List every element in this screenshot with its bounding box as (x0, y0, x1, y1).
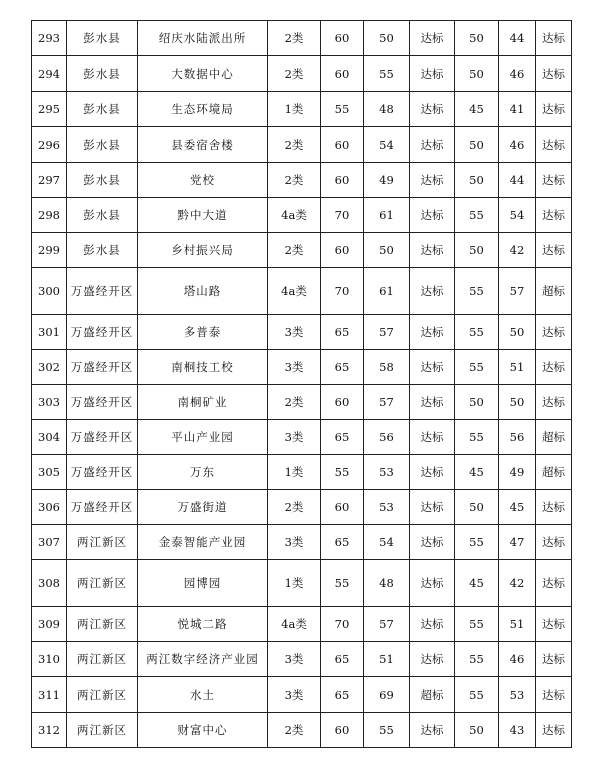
night-status-cell: 达标 (536, 163, 572, 198)
table-row (32, 315, 572, 350)
night-measured-cell: 51 (499, 607, 536, 642)
day-status-cell: 达标 (410, 268, 455, 315)
site-name-cell: 园博园 (138, 560, 268, 607)
category-cell: 4a类 (268, 198, 321, 233)
district-cell: 万盛经开区 (67, 490, 138, 525)
day-status-cell: 达标 (410, 315, 455, 350)
table-row (32, 268, 572, 315)
district-cell: 万盛经开区 (67, 420, 138, 455)
night-limit-cell: 55 (455, 642, 499, 677)
night-status-cell: 达标 (536, 560, 572, 607)
night-measured-cell: 42 (499, 560, 536, 607)
row-number: 293 (32, 21, 67, 56)
category-cell: 3类 (268, 315, 321, 350)
category-cell: 2类 (268, 713, 321, 748)
row-number: 310 (32, 642, 67, 677)
day-limit-cell: 65 (321, 420, 364, 455)
category-cell: 2类 (268, 127, 321, 163)
night-status-cell: 达标 (536, 198, 572, 233)
night-status-cell: 达标 (536, 642, 572, 677)
site-name-cell: 生态环境局 (138, 92, 268, 127)
category-cell: 2类 (268, 385, 321, 420)
table-row (32, 198, 572, 233)
site-name-cell: 黔中大道 (138, 198, 268, 233)
district-cell: 万盛经开区 (67, 350, 138, 385)
day-status-cell: 达标 (410, 420, 455, 455)
table-row (32, 455, 572, 490)
day-limit-cell: 60 (321, 233, 364, 268)
day-measured-cell: 49 (364, 163, 410, 198)
day-limit-cell: 70 (321, 607, 364, 642)
site-name-cell: 大数据中心 (138, 56, 268, 92)
district-cell: 彭水县 (67, 92, 138, 127)
site-name-cell: 塔山路 (138, 268, 268, 315)
table-row (32, 642, 572, 677)
night-limit-cell: 55 (455, 350, 499, 385)
table-row (32, 127, 572, 163)
category-cell: 3类 (268, 642, 321, 677)
night-limit-cell: 45 (455, 92, 499, 127)
night-measured-cell: 41 (499, 92, 536, 127)
night-measured-cell: 53 (499, 677, 536, 713)
day-status-cell: 达标 (410, 642, 455, 677)
row-number: 305 (32, 455, 67, 490)
day-status-cell: 达标 (410, 56, 455, 92)
night-limit-cell: 50 (455, 385, 499, 420)
category-cell: 3类 (268, 677, 321, 713)
day-status-cell: 达标 (410, 92, 455, 127)
day-measured-cell: 50 (364, 233, 410, 268)
night-status-cell: 达标 (536, 56, 572, 92)
day-limit-cell: 65 (321, 315, 364, 350)
night-measured-cell: 56 (499, 420, 536, 455)
night-status-cell: 超标 (536, 455, 572, 490)
night-limit-cell: 45 (455, 560, 499, 607)
night-status-cell: 超标 (536, 420, 572, 455)
category-cell: 1类 (268, 455, 321, 490)
district-cell: 两江新区 (67, 713, 138, 748)
category-cell: 2类 (268, 233, 321, 268)
row-number: 295 (32, 92, 67, 127)
day-status-cell: 达标 (410, 490, 455, 525)
night-measured-cell: 47 (499, 525, 536, 560)
district-cell: 两江新区 (67, 677, 138, 713)
district-cell: 两江新区 (67, 560, 138, 607)
day-measured-cell: 58 (364, 350, 410, 385)
day-measured-cell: 54 (364, 525, 410, 560)
night-measured-cell: 44 (499, 21, 536, 56)
district-cell: 两江新区 (67, 642, 138, 677)
day-limit-cell: 60 (321, 163, 364, 198)
day-status-cell: 达标 (410, 198, 455, 233)
day-limit-cell: 65 (321, 350, 364, 385)
night-status-cell: 达标 (536, 490, 572, 525)
day-limit-cell: 60 (321, 713, 364, 748)
day-measured-cell: 56 (364, 420, 410, 455)
row-number: 302 (32, 350, 67, 385)
day-limit-cell: 60 (321, 127, 364, 163)
day-status-cell: 达标 (410, 455, 455, 490)
table-row (32, 525, 572, 560)
table-row (32, 490, 572, 525)
category-cell: 2类 (268, 490, 321, 525)
day-measured-cell: 57 (364, 385, 410, 420)
row-number: 300 (32, 268, 67, 315)
day-measured-cell: 53 (364, 455, 410, 490)
site-name-cell: 水土 (138, 677, 268, 713)
day-measured-cell: 48 (364, 92, 410, 127)
night-limit-cell: 55 (455, 677, 499, 713)
day-measured-cell: 61 (364, 268, 410, 315)
night-limit-cell: 55 (455, 607, 499, 642)
night-measured-cell: 46 (499, 56, 536, 92)
night-measured-cell: 49 (499, 455, 536, 490)
day-measured-cell: 50 (364, 21, 410, 56)
day-status-cell: 达标 (410, 713, 455, 748)
day-limit-cell: 60 (321, 21, 364, 56)
night-limit-cell: 55 (455, 315, 499, 350)
night-limit-cell: 50 (455, 713, 499, 748)
day-status-cell: 达标 (410, 560, 455, 607)
night-measured-cell: 42 (499, 233, 536, 268)
site-name-cell: 县委宿舍楼 (138, 127, 268, 163)
day-limit-cell: 60 (321, 56, 364, 92)
row-number: 297 (32, 163, 67, 198)
day-measured-cell: 57 (364, 315, 410, 350)
day-status-cell: 达标 (410, 163, 455, 198)
day-measured-cell: 51 (364, 642, 410, 677)
day-limit-cell: 55 (321, 92, 364, 127)
table-row (32, 607, 572, 642)
night-status-cell: 达标 (536, 713, 572, 748)
table-row (32, 385, 572, 420)
night-measured-cell: 44 (499, 163, 536, 198)
night-measured-cell: 54 (499, 198, 536, 233)
site-name-cell: 乡村振兴局 (138, 233, 268, 268)
district-cell: 彭水县 (67, 163, 138, 198)
district-cell: 彭水县 (67, 21, 138, 56)
row-number: 312 (32, 713, 67, 748)
site-name-cell: 党校 (138, 163, 268, 198)
site-name-cell: 财富中心 (138, 713, 268, 748)
night-measured-cell: 51 (499, 350, 536, 385)
district-cell: 彭水县 (67, 127, 138, 163)
day-status-cell: 达标 (410, 127, 455, 163)
day-limit-cell: 60 (321, 490, 364, 525)
day-limit-cell: 60 (321, 385, 364, 420)
day-measured-cell: 55 (364, 713, 410, 748)
district-cell: 两江新区 (67, 525, 138, 560)
night-measured-cell: 50 (499, 315, 536, 350)
row-number: 299 (32, 233, 67, 268)
day-limit-cell: 65 (321, 525, 364, 560)
row-number: 304 (32, 420, 67, 455)
district-cell: 万盛经开区 (67, 315, 138, 350)
district-cell: 彭水县 (67, 233, 138, 268)
table-row (32, 21, 572, 56)
table-body (32, 21, 572, 748)
district-cell: 万盛经开区 (67, 385, 138, 420)
site-name-cell: 南桐矿业 (138, 385, 268, 420)
night-limit-cell: 55 (455, 420, 499, 455)
table-row (32, 713, 572, 748)
night-status-cell: 达标 (536, 525, 572, 560)
site-name-cell: 两江数字经济产业园 (138, 642, 268, 677)
site-name-cell: 多普泰 (138, 315, 268, 350)
night-limit-cell: 55 (455, 268, 499, 315)
site-name-cell: 绍庆水陆派出所 (138, 21, 268, 56)
day-measured-cell: 48 (364, 560, 410, 607)
category-cell: 2类 (268, 21, 321, 56)
day-status-cell: 达标 (410, 525, 455, 560)
site-name-cell: 平山产业园 (138, 420, 268, 455)
row-number: 308 (32, 560, 67, 607)
night-status-cell: 达标 (536, 350, 572, 385)
table-row (32, 560, 572, 607)
row-number: 307 (32, 525, 67, 560)
category-cell: 3类 (268, 350, 321, 385)
row-number: 306 (32, 490, 67, 525)
day-measured-cell: 57 (364, 607, 410, 642)
night-measured-cell: 43 (499, 713, 536, 748)
night-limit-cell: 45 (455, 455, 499, 490)
day-status-cell: 超标 (410, 677, 455, 713)
night-status-cell: 达标 (536, 677, 572, 713)
night-limit-cell: 50 (455, 21, 499, 56)
site-name-cell: 悦城二路 (138, 607, 268, 642)
table-row (32, 163, 572, 198)
table-row (32, 233, 572, 268)
night-measured-cell: 50 (499, 385, 536, 420)
row-number: 303 (32, 385, 67, 420)
night-limit-cell: 50 (455, 56, 499, 92)
night-status-cell: 达标 (536, 315, 572, 350)
night-status-cell: 达标 (536, 233, 572, 268)
night-limit-cell: 50 (455, 127, 499, 163)
district-cell: 万盛经开区 (67, 268, 138, 315)
day-status-cell: 达标 (410, 350, 455, 385)
row-number: 309 (32, 607, 67, 642)
table-row (32, 56, 572, 92)
category-cell: 1类 (268, 560, 321, 607)
district-cell: 彭水县 (67, 198, 138, 233)
row-number: 298 (32, 198, 67, 233)
site-name-cell: 万盛街道 (138, 490, 268, 525)
table-row (32, 420, 572, 455)
site-name-cell: 金泰智能产业园 (138, 525, 268, 560)
row-number: 301 (32, 315, 67, 350)
night-measured-cell: 46 (499, 127, 536, 163)
night-status-cell: 达标 (536, 607, 572, 642)
day-limit-cell: 70 (321, 268, 364, 315)
row-number: 294 (32, 56, 67, 92)
noise-monitoring-table (31, 20, 572, 748)
day-status-cell: 达标 (410, 233, 455, 268)
day-measured-cell: 69 (364, 677, 410, 713)
night-limit-cell: 55 (455, 525, 499, 560)
night-limit-cell: 50 (455, 490, 499, 525)
day-limit-cell: 55 (321, 455, 364, 490)
night-measured-cell: 46 (499, 642, 536, 677)
district-cell: 万盛经开区 (67, 455, 138, 490)
day-limit-cell: 65 (321, 677, 364, 713)
day-status-cell: 达标 (410, 385, 455, 420)
day-status-cell: 达标 (410, 607, 455, 642)
site-name-cell: 万东 (138, 455, 268, 490)
night-measured-cell: 57 (499, 268, 536, 315)
table-row (32, 677, 572, 713)
category-cell: 1类 (268, 92, 321, 127)
night-limit-cell: 50 (455, 163, 499, 198)
day-measured-cell: 54 (364, 127, 410, 163)
night-status-cell: 达标 (536, 385, 572, 420)
category-cell: 4a类 (268, 268, 321, 315)
day-status-cell: 达标 (410, 21, 455, 56)
day-limit-cell: 70 (321, 198, 364, 233)
day-limit-cell: 65 (321, 642, 364, 677)
category-cell: 2类 (268, 163, 321, 198)
site-name-cell: 南桐技工校 (138, 350, 268, 385)
day-limit-cell: 55 (321, 560, 364, 607)
night-status-cell: 达标 (536, 92, 572, 127)
day-measured-cell: 53 (364, 490, 410, 525)
category-cell: 3类 (268, 420, 321, 455)
night-status-cell: 达标 (536, 21, 572, 56)
day-measured-cell: 61 (364, 198, 410, 233)
district-cell: 彭水县 (67, 56, 138, 92)
row-number: 311 (32, 677, 67, 713)
category-cell: 3类 (268, 525, 321, 560)
night-measured-cell: 45 (499, 490, 536, 525)
district-cell: 两江新区 (67, 607, 138, 642)
night-status-cell: 超标 (536, 268, 572, 315)
night-limit-cell: 55 (455, 198, 499, 233)
night-limit-cell: 50 (455, 233, 499, 268)
day-measured-cell: 55 (364, 56, 410, 92)
table-row (32, 92, 572, 127)
row-number: 296 (32, 127, 67, 163)
table-row (32, 350, 572, 385)
night-status-cell: 达标 (536, 127, 572, 163)
category-cell: 2类 (268, 56, 321, 92)
category-cell: 4a类 (268, 607, 321, 642)
